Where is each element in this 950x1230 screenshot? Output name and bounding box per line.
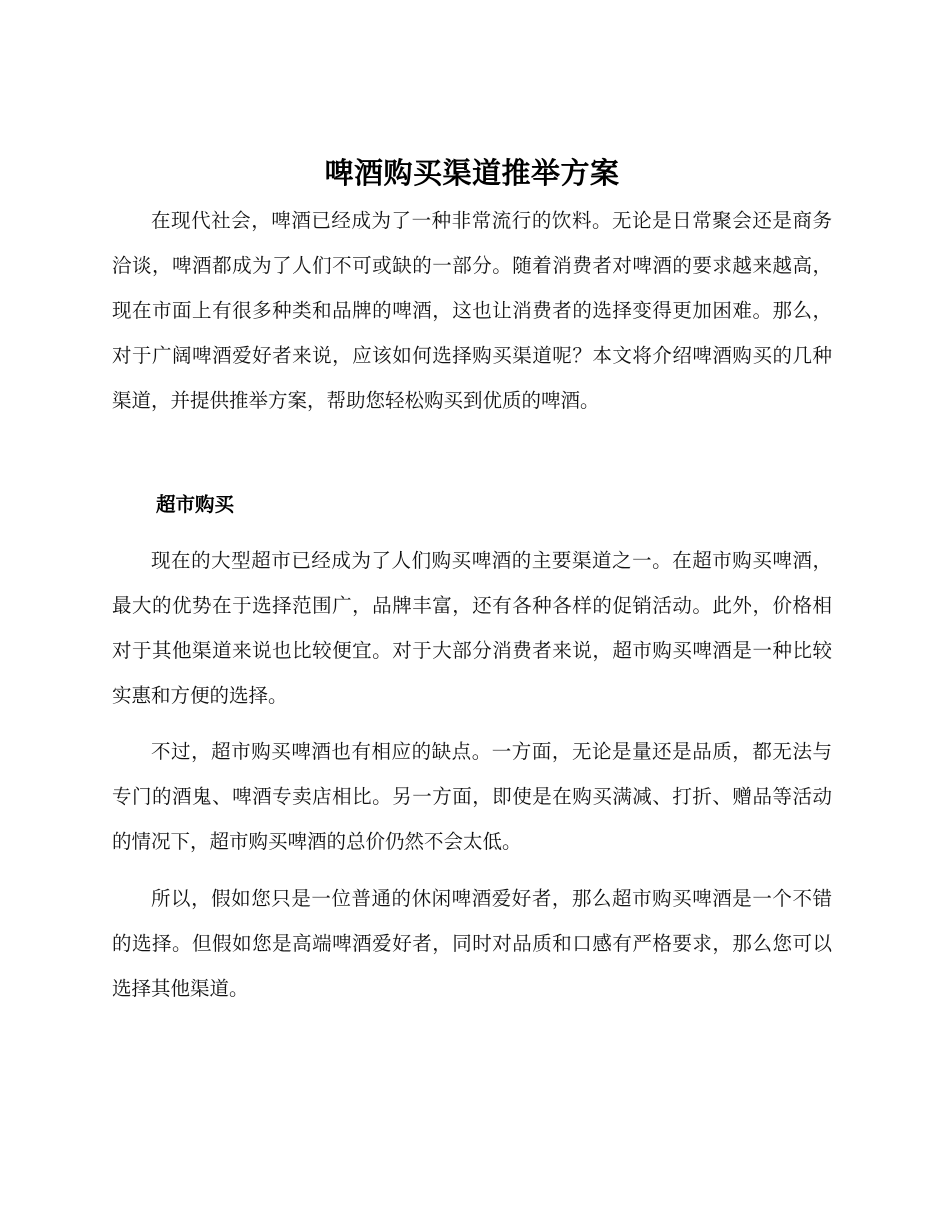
intro-paragraph: 在现代社会，啤酒已经成为了一种非常流行的饮料。无论是日常聚会还是商务洽谈，啤酒都成为了人们不可或缺的一部分。随着消费者对啤酒的要求越来越高，现在市面上有很多种类和品牌的啤酒，这也让消费者的选择变得更加困难。那么，对于广阔啤酒爱好者来说，应该如何选择购买渠道呢？本文将介绍啤酒购买的几种渠道，并提供推举方案，帮助您轻松购买到优质的啤酒。 [112,209,832,412]
body-paragraph: 所以，假如您只是一位普通的休闲啤酒爱好者，那么超市购买啤酒是一个不错的选择。但假如您是高端啤酒爱好者，同时对品质和口感有严格要求，那么您可以选择其他渠道。 [112,887,832,1000]
body-paragraph: 现在的大型超市已经成为了人们购买啤酒的主要渠道之一。在超市购买啤酒，最大的优势在于选择范围广，品牌丰富，还有各种各样的促销活动。此外，价格相对于其他渠道来说也比较便宜。对于大部分消费者来说，超市购买啤酒是一种比较实惠和方便的选择。 [112,549,832,707]
body-paragraph: 不过，超市购买啤酒也有相应的缺点。一方面，无论是量还是品质，都无法与专门的酒鬼、啤酒专卖店相比。另一方面，即使是在购买满减、打折、赠品等活动的情况下，超市购买啤酒的总价仍然不会太低。 [112,740,832,853]
document-title: 啤酒购买渠道推举方案 [324,156,620,190]
section-heading-supermarket: 超市购买 [156,493,235,516]
